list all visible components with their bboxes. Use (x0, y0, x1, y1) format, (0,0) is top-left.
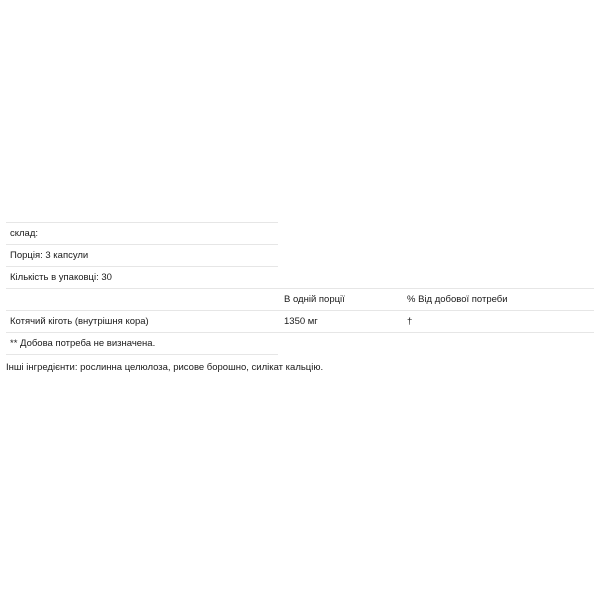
other-ingredients-text: Інші інгредієнти: рослинна целюлоза, рисове борошно, силікат кальцію. (6, 362, 324, 373)
servings-per-container-text: Кількість в упаковці: 30 (10, 272, 112, 283)
servings-per-container-row (6, 267, 594, 289)
daily-value-header: % Від добової потреби (407, 294, 508, 305)
ingredient-amount: 1350 мг (284, 316, 318, 327)
supplement-facts-table (6, 222, 594, 355)
daily-value-footnote: ** Добова потреба не визначена. (10, 338, 156, 349)
composition-row (6, 222, 278, 245)
ingredient-name: Котячий кіготь (внутрішня кора) (10, 316, 149, 327)
serving-size-text: Порція: 3 капсули (10, 250, 89, 261)
composition-label: склад: (10, 228, 39, 239)
column-header-row (6, 289, 594, 311)
ingredient-daily-value: † (407, 316, 413, 327)
serving-size-row (6, 245, 278, 267)
footnote-row (6, 333, 278, 355)
per-serving-header: В одній порції (284, 294, 345, 305)
ingredient-row (6, 311, 594, 333)
